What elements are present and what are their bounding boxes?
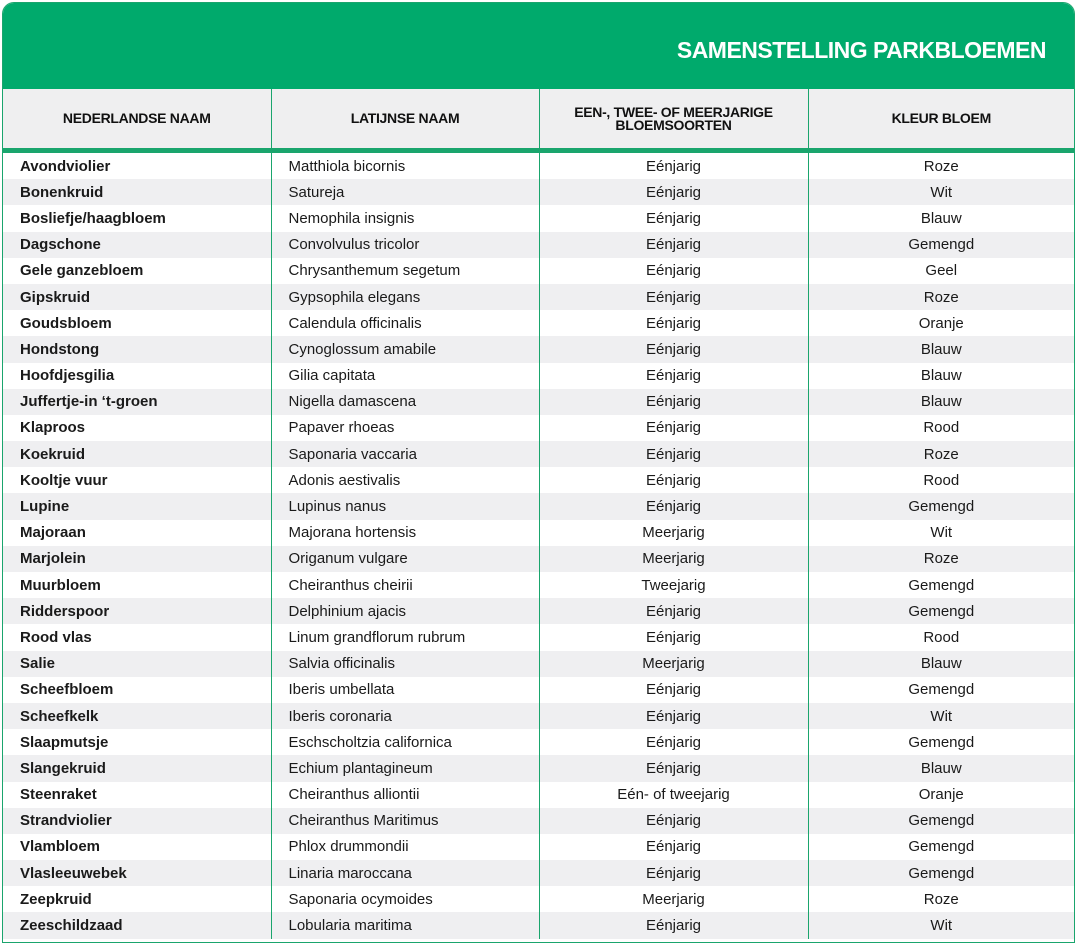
- latin-name-cell: Cheiranthus cheirii: [271, 572, 539, 598]
- latin-name-cell: Gypsophila elegans: [271, 284, 539, 310]
- column-header-flower-color: KLEUR BLOEM: [808, 89, 1074, 151]
- table-row: [3, 572, 1074, 598]
- flower-color-cell: Gemengd: [808, 729, 1074, 755]
- dutch-name-cell: Goudsbloem: [3, 310, 271, 336]
- dutch-name-cell: Bonenkruid: [3, 179, 271, 205]
- flower-color-cell: Gemengd: [808, 808, 1074, 834]
- dutch-name-cell: Gipskruid: [3, 284, 271, 310]
- table-row: [3, 467, 1074, 493]
- lifecycle-cell: Eénjarig: [539, 755, 808, 781]
- lifecycle-cell: Eénjarig: [539, 310, 808, 336]
- lifecycle-cell: Eénjarig: [539, 677, 808, 703]
- lifecycle-cell: Eénjarig: [539, 179, 808, 205]
- table-row: [3, 886, 1074, 912]
- flower-color-cell: Blauw: [808, 651, 1074, 677]
- table-row: [3, 151, 1074, 180]
- lifecycle-cell: Eénjarig: [539, 912, 808, 938]
- flower-color-cell: Roze: [808, 546, 1074, 572]
- latin-name-cell: Phlox drummondii: [271, 834, 539, 860]
- latin-name-cell: Echium plantagineum: [271, 755, 539, 781]
- dutch-name-cell: Scheefbloem: [3, 677, 271, 703]
- flower-color-cell: Geel: [808, 258, 1074, 284]
- dutch-name-cell: Slaapmutsje: [3, 729, 271, 755]
- dutch-name-cell: Klaproos: [3, 415, 271, 441]
- dutch-name-cell: Juffertje-in ‘t-groen: [3, 389, 271, 415]
- table-row: [3, 860, 1074, 886]
- table-row: [3, 677, 1074, 703]
- table-row: [3, 336, 1074, 362]
- lifecycle-cell: Eénjarig: [539, 493, 808, 519]
- table-row: [3, 755, 1074, 781]
- lifecycle-cell: Meerjarig: [539, 886, 808, 912]
- flower-color-cell: Wit: [808, 179, 1074, 205]
- dutch-name-cell: Vlambloem: [3, 834, 271, 860]
- latin-name-cell: Lobularia maritima: [271, 912, 539, 938]
- lifecycle-cell: Eénjarig: [539, 389, 808, 415]
- header-row: [3, 89, 1074, 151]
- dutch-name-cell: Scheefkelk: [3, 703, 271, 729]
- latin-name-cell: Adonis aestivalis: [271, 467, 539, 493]
- lifecycle-cell: Eénjarig: [539, 284, 808, 310]
- latin-name-cell: Linum grandflorum rubrum: [271, 624, 539, 650]
- table-row: [3, 363, 1074, 389]
- dutch-name-cell: Kooltje vuur: [3, 467, 271, 493]
- column-header-latin-name: LATIJNSE NAAM: [271, 89, 539, 151]
- flower-color-cell: Gemengd: [808, 572, 1074, 598]
- latin-name-cell: Delphinium ajacis: [271, 598, 539, 624]
- latin-name-cell: Cynoglossum amabile: [271, 336, 539, 362]
- latin-name-cell: Iberis umbellata: [271, 677, 539, 703]
- flower-color-cell: Blauw: [808, 363, 1074, 389]
- lifecycle-cell: Eénjarig: [539, 336, 808, 362]
- dutch-name-cell: Muurbloem: [3, 572, 271, 598]
- dutch-name-cell: Strandviolier: [3, 808, 271, 834]
- latin-name-cell: Nigella damascena: [271, 389, 539, 415]
- table-row: [3, 546, 1074, 572]
- flower-color-cell: Gemengd: [808, 834, 1074, 860]
- lifecycle-cell: Eénjarig: [539, 441, 808, 467]
- latin-name-cell: Origanum vulgare: [271, 546, 539, 572]
- lifecycle-cell: Eénjarig: [539, 232, 808, 258]
- table-row: [3, 598, 1074, 624]
- flower-color-cell: Blauw: [808, 755, 1074, 781]
- lifecycle-cell: Eénjarig: [539, 205, 808, 231]
- dutch-name-cell: Dagschone: [3, 232, 271, 258]
- flower-color-cell: Roze: [808, 886, 1074, 912]
- dutch-name-cell: Bosliefje/haagbloem: [3, 205, 271, 231]
- lifecycle-cell: Eénjarig: [539, 467, 808, 493]
- latin-name-cell: Papaver rhoeas: [271, 415, 539, 441]
- table-row: [3, 834, 1074, 860]
- flower-color-cell: Wit: [808, 912, 1074, 938]
- lifecycle-cell: Meerjarig: [539, 651, 808, 677]
- lifecycle-cell: Eénjarig: [539, 703, 808, 729]
- page-title: SAMENSTELLING PARKBLOEMEN: [676, 37, 1046, 63]
- latin-name-cell: Calendula officinalis: [271, 310, 539, 336]
- latin-name-cell: Cheiranthus Maritimus: [271, 808, 539, 834]
- lifecycle-cell: Eén- of tweejarig: [539, 782, 808, 808]
- table-row: [3, 808, 1074, 834]
- table-row: [3, 310, 1074, 336]
- flower-color-cell: Oranje: [808, 310, 1074, 336]
- dutch-name-cell: Marjolein: [3, 546, 271, 572]
- latin-name-cell: Eschscholtzia californica: [271, 729, 539, 755]
- table-row: [3, 703, 1074, 729]
- dutch-name-cell: Lupine: [3, 493, 271, 519]
- dutch-name-cell: Gele ganzebloem: [3, 258, 271, 284]
- dutch-name-cell: Steenraket: [3, 782, 271, 808]
- flower-color-cell: Rood: [808, 467, 1074, 493]
- lifecycle-cell: Eénjarig: [539, 860, 808, 886]
- dutch-name-cell: Salie: [3, 651, 271, 677]
- latin-name-cell: Saponaria vaccaria: [271, 441, 539, 467]
- dutch-name-cell: Zeeschildzaad: [3, 912, 271, 938]
- lifecycle-cell: Eénjarig: [539, 363, 808, 389]
- column-header-dutch-name: NEDERLANDSE NAAM: [3, 89, 271, 151]
- lifecycle-cell: Eénjarig: [539, 808, 808, 834]
- table-row: [3, 782, 1074, 808]
- dutch-name-cell: Avondviolier: [3, 151, 271, 180]
- dutch-name-cell: Slangekruid: [3, 755, 271, 781]
- latin-name-cell: Nemophila insignis: [271, 205, 539, 231]
- title-banner: [3, 3, 1074, 89]
- table-body: [3, 151, 1074, 939]
- lifecycle-cell: Meerjarig: [539, 520, 808, 546]
- table-row: [3, 729, 1074, 755]
- latin-name-cell: Gilia capitata: [271, 363, 539, 389]
- dutch-name-cell: Vlasleeuwebek: [3, 860, 271, 886]
- table-row: [3, 258, 1074, 284]
- latin-name-cell: Satureja: [271, 179, 539, 205]
- flower-table-card: [2, 2, 1075, 943]
- table-row: [3, 624, 1074, 650]
- lifecycle-cell: Eénjarig: [539, 729, 808, 755]
- table-row: [3, 179, 1074, 205]
- lifecycle-cell: Eénjarig: [539, 415, 808, 441]
- lifecycle-cell: Meerjarig: [539, 546, 808, 572]
- latin-name-cell: Linaria maroccana: [271, 860, 539, 886]
- lifecycle-cell: Eénjarig: [539, 624, 808, 650]
- flower-color-cell: Gemengd: [808, 860, 1074, 886]
- lifecycle-cell: Tweejarig: [539, 572, 808, 598]
- column-header-lifecycle: EEN-, TWEE- OF MEERJARIGE BLOEMSOORTEN: [539, 89, 808, 151]
- latin-name-cell: Lupinus nanus: [271, 493, 539, 519]
- flower-color-cell: Wit: [808, 520, 1074, 546]
- flower-color-cell: Rood: [808, 415, 1074, 441]
- dutch-name-cell: Koekruid: [3, 441, 271, 467]
- dutch-name-cell: Rood vlas: [3, 624, 271, 650]
- dutch-name-cell: Majoraan: [3, 520, 271, 546]
- dutch-name-cell: Ridderspoor: [3, 598, 271, 624]
- table-row: [3, 651, 1074, 677]
- lifecycle-cell: Eénjarig: [539, 598, 808, 624]
- flower-color-cell: Roze: [808, 284, 1074, 310]
- flower-color-cell: Gemengd: [808, 493, 1074, 519]
- table-row: [3, 232, 1074, 258]
- lifecycle-cell: Eénjarig: [539, 834, 808, 860]
- table-row: [3, 912, 1074, 938]
- flower-color-cell: Gemengd: [808, 232, 1074, 258]
- flower-color-cell: Rood: [808, 624, 1074, 650]
- dutch-name-cell: Hoofdjesgilia: [3, 363, 271, 389]
- flower-color-cell: Gemengd: [808, 677, 1074, 703]
- latin-name-cell: Saponaria ocymoides: [271, 886, 539, 912]
- latin-name-cell: Majorana hortensis: [271, 520, 539, 546]
- table-row: [3, 520, 1074, 546]
- latin-name-cell: Matthiola bicornis: [271, 151, 539, 180]
- dutch-name-cell: Hondstong: [3, 336, 271, 362]
- latin-name-cell: Salvia officinalis: [271, 651, 539, 677]
- flower-color-cell: Oranje: [808, 782, 1074, 808]
- latin-name-cell: Iberis coronaria: [271, 703, 539, 729]
- table-row: [3, 441, 1074, 467]
- flower-color-cell: Blauw: [808, 389, 1074, 415]
- flower-table: [3, 89, 1074, 939]
- flower-color-cell: Roze: [808, 151, 1074, 180]
- flower-color-cell: Blauw: [808, 336, 1074, 362]
- table-row: [3, 415, 1074, 441]
- flower-color-cell: Roze: [808, 441, 1074, 467]
- table-row: [3, 205, 1074, 231]
- table-row: [3, 389, 1074, 415]
- flower-color-cell: Blauw: [808, 205, 1074, 231]
- lifecycle-cell: Eénjarig: [539, 151, 808, 180]
- dutch-name-cell: Zeepkruid: [3, 886, 271, 912]
- flower-color-cell: Gemengd: [808, 598, 1074, 624]
- table-row: [3, 493, 1074, 519]
- flower-color-cell: Wit: [808, 703, 1074, 729]
- table-row: [3, 284, 1074, 310]
- latin-name-cell: Convolvulus tricolor: [271, 232, 539, 258]
- latin-name-cell: Chrysanthemum segetum: [271, 258, 539, 284]
- lifecycle-cell: Eénjarig: [539, 258, 808, 284]
- latin-name-cell: Cheiranthus alliontii: [271, 782, 539, 808]
